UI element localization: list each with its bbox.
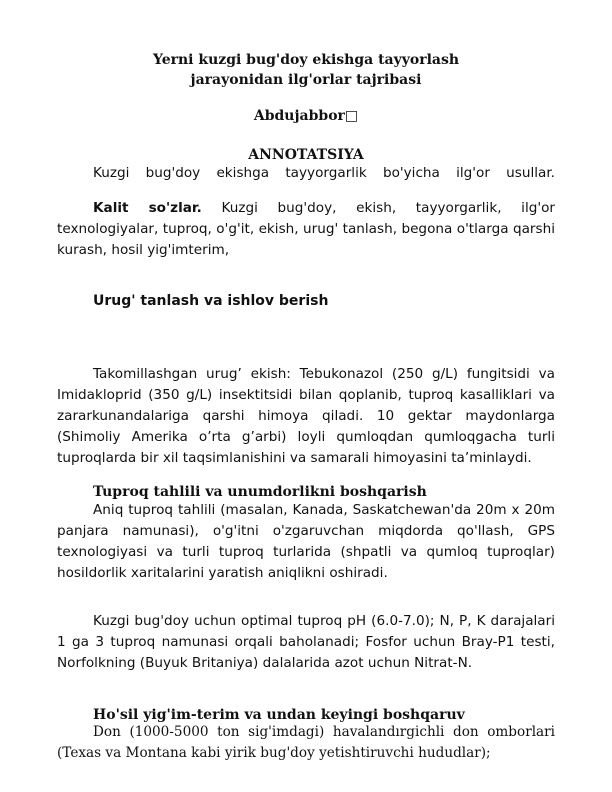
soil-analysis-paragraph: Aniq tuproq tahlili (masalan, Kanada, Saskatchewan'da 20m x 20m panjara namunasi), o'g'itni o'zgaruvchan miqdorda qo'llash, GPS texnologiyasi va turli tuproq turlarida (shpatli va qumloq tuproqlar) hosildorlik xaritalarini yaratish aniqlikni oshiradi. [57, 502, 555, 581]
section-heading-soil-analysis: Tuproq tahlili va unumdorlikni boshqarish [93, 484, 427, 500]
keywords-label: Kalit so'zlar. [93, 200, 202, 216]
title-line-2: jarayonidan ilg'orlar tajribasi [190, 72, 422, 88]
section-heading-harvest: Ho'sil yig'im-terim va undan keyingi boshqaruv [93, 707, 465, 723]
title-line-1: Yerni kuzgi bug'doy ekishga tayyorlash [152, 52, 460, 68]
harvest-paragraph: Don (1000-5000 ton sig'imdagi) havalandırgichli don omborlari (Texas va Montana kabi yirik bug'doy yetishtiruvchi hududlar); [57, 724, 555, 761]
annotation-text: Kuzgi bug'doy ekishga tayyorgarlik bo'yicha ilg'or usullar. [93, 165, 555, 181]
author-name: Abdujabbor□ [253, 108, 359, 124]
keywords-paragraph [57, 198, 555, 261]
document-title [57, 50, 555, 90]
keywords-text: Kuzgi bug'doy, ekish, tayyorgarlik, ilg'or texnologiyalar, tuproq, o'g'it, ekish, urug' tanlash, begona o'tlarga qarshi kurash, hosil yig'imterim, [57, 200, 555, 258]
section-heading-seed-selection: Urug' tanlash va ishlov berish [93, 293, 329, 309]
annotation-heading: ANNOTATSIYA [248, 147, 364, 163]
soil-ph-paragraph: Kuzgi bug'doy uchun optimal tuproq pH (6.0-7.0); N, P, K darajalari 1 ga 3 tuproq namunasi orqali baholanadi; Fosfor uchun Bray-P1 testi, Norfolkning (Buyuk Britaniya) dalalarida azot uchun Nitrat-N. [57, 613, 555, 671]
seed-treatment-paragraph: Takomillashgan urug’ ekish: Tebukonazol (250 g/L) fungitsidi va Imidakloprid (350 g/L) insektitsidi bilan qoplanib, tuproq kasalliklari va zararkunandalariga qarshi himoya qiladi. 10 gektar maydonlarga (Shimoliy Amerika o’rta g’arbi) loyli qumloqdan qumloqgacha turli tuproqlarda bir xil taqsimlanishini va samarali himoyasini ta’minlaydi. [57, 366, 555, 466]
